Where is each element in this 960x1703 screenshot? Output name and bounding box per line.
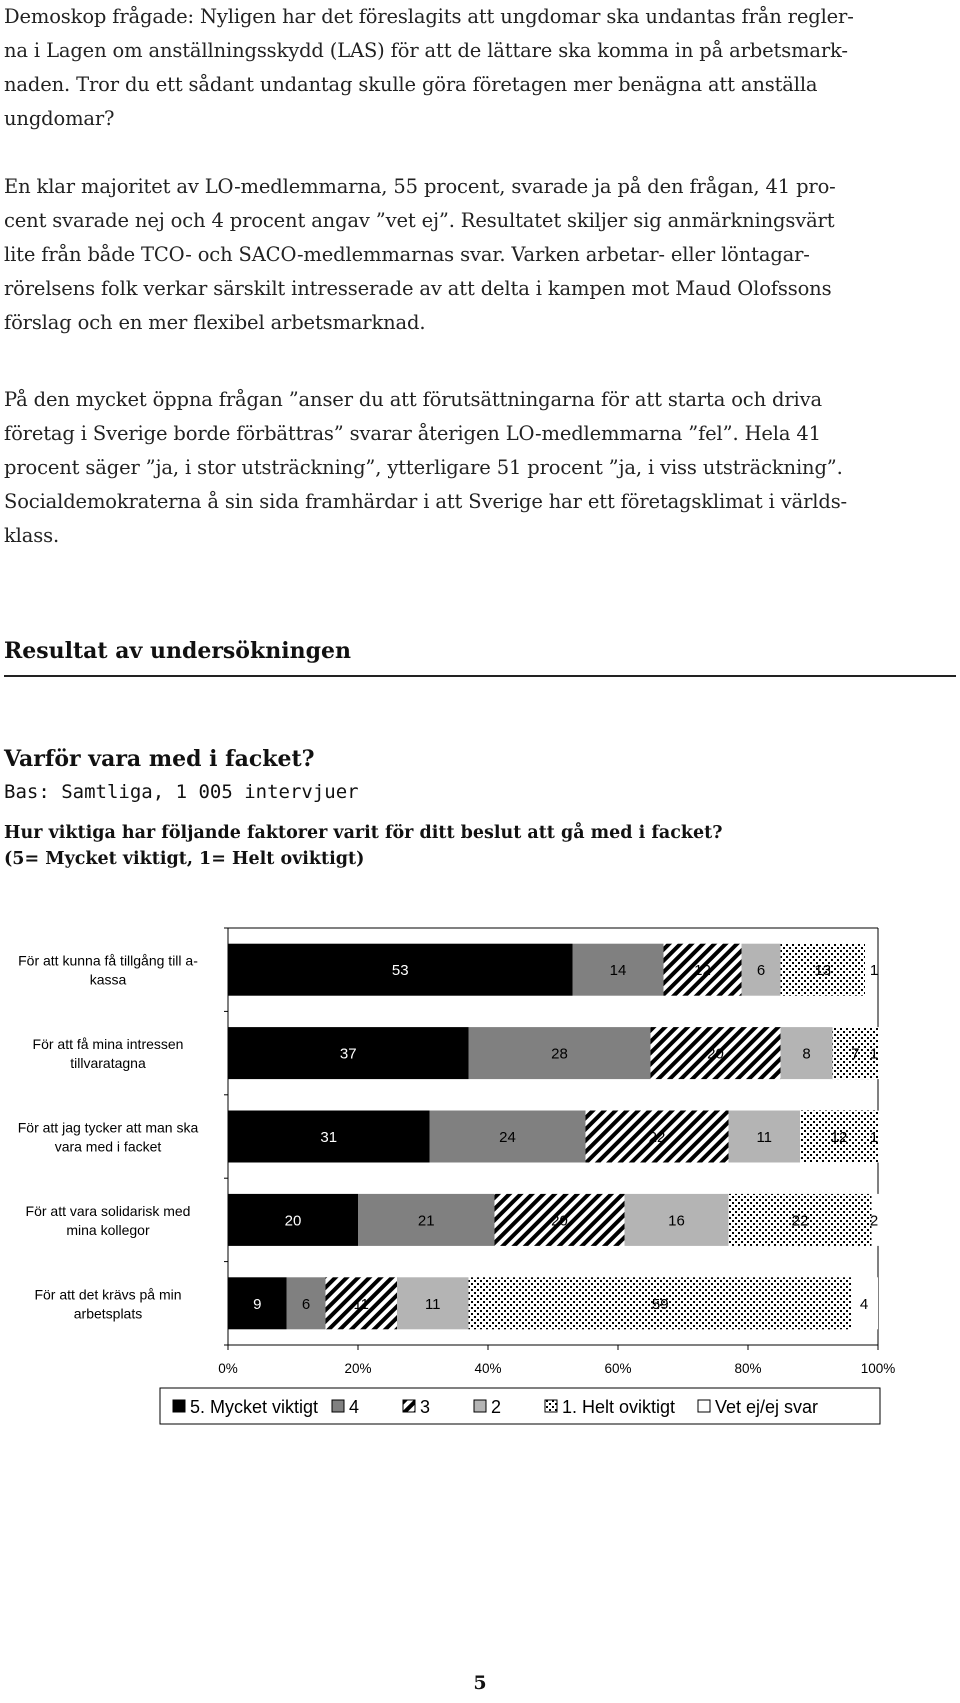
data-label: 22 <box>791 1212 809 1230</box>
data-label: 24 <box>499 1129 516 1146</box>
survey-question: Hur viktiga har följande faktorer varit för ditt beslut att gå med i facket? <box>4 823 723 843</box>
x-tick-label: 100% <box>860 1361 896 1376</box>
x-tick-label: 20% <box>344 1361 372 1376</box>
data-label: 20 <box>284 1212 302 1230</box>
results-paragraph <box>4 170 956 340</box>
legend-swatch <box>173 1400 185 1412</box>
category-label-line: För att det krävs på min <box>34 1286 182 1303</box>
data-label: 53 <box>391 962 409 980</box>
data-label: 2 <box>869 1212 879 1230</box>
bar-segment <box>878 1027 885 1079</box>
legend-label: 3 <box>420 1397 431 1417</box>
stacked-bar-chart <box>0 920 960 1460</box>
data-label: 11 <box>756 1129 773 1146</box>
survey-scale: (5= Mycket viktigt, 1= Helt oviktigt) <box>4 849 365 869</box>
category-label <box>26 1203 191 1238</box>
legend-label: 5. Mycket viktigt <box>190 1397 319 1417</box>
intro-paragraph <box>4 0 956 136</box>
legend-label: 4 <box>349 1397 360 1417</box>
legend-swatch <box>403 1400 415 1412</box>
data-label: 28 <box>551 1045 568 1063</box>
survey-title: Varför vara med i facket? <box>4 746 315 772</box>
legend-swatch <box>545 1400 557 1412</box>
data-label: 6 <box>301 1295 311 1313</box>
text-line: Socialdemokraterna å sin sida framhärdar i att Sverige har ett företagsklimat i världs- <box>4 490 847 513</box>
text-line: naden. Tror du ett sådant undantag skulle göra företagen mer benägna att anställa <box>4 73 818 96</box>
text-line: På den mycket öppna frågan ”anser du att förutsättningarna för att starta och driva <box>4 388 822 411</box>
legend-swatch <box>474 1400 486 1412</box>
data-label: 8 <box>802 1045 811 1063</box>
data-label: 20 <box>707 1045 724 1063</box>
data-label: 1 <box>869 1045 879 1063</box>
data-label: 11 <box>424 1295 441 1313</box>
category-label <box>33 1036 184 1071</box>
text-line: ungdomar? <box>4 107 115 130</box>
text-line: cent svarade nej och 4 procent angav ”vet ej”. Resultatet skiljer sig anmärkningsvärt <box>4 209 835 232</box>
category-label-line: arbetsplats <box>73 1305 143 1322</box>
data-label: 59 <box>651 1295 669 1313</box>
survey-base: Bas: Samtliga, 1 005 intervjuer <box>4 781 359 803</box>
data-label: 6 <box>756 962 766 980</box>
category-label-line: tillvaratagna <box>70 1055 146 1072</box>
text-line: klass. <box>4 524 59 547</box>
text-line: En klar majoritet av LO-medlemmarna, 55 procent, svarade ja på den frågan, 41 pro- <box>4 175 836 198</box>
page-number: 5 <box>473 1672 487 1694</box>
x-tick-label: 80% <box>734 1361 762 1376</box>
legend-swatch <box>698 1400 710 1412</box>
data-label: 12 <box>694 962 711 980</box>
text-line: företag i Sverige borde förbättras” svarar återigen LO-medlemmarna ”fel”. Hela 41 <box>4 422 821 445</box>
business-climate-paragraph <box>4 383 956 553</box>
text-line: procent säger ”ja, i stor utsträckning”, ytterligare 51 procent ”ja, i viss utsträckning”. <box>4 456 843 479</box>
data-label: 16 <box>668 1212 685 1230</box>
legend-label: 1. Helt oviktigt <box>562 1397 676 1417</box>
data-label: 14 <box>609 962 627 980</box>
data-label: 11 <box>353 1295 370 1313</box>
x-tick-label: 60% <box>604 1361 632 1376</box>
category-label <box>18 953 198 988</box>
category-label <box>18 1120 199 1155</box>
legend-label: 2 <box>491 1397 502 1417</box>
bar-segment <box>878 1111 885 1163</box>
legend-swatch <box>332 1400 344 1412</box>
data-label: 1 <box>869 1129 879 1146</box>
category-label-line: För att få mina intressen <box>32 1036 184 1053</box>
category-label-line: vara med i facket <box>54 1138 162 1155</box>
category-label-line: För att kunna få tillgång till a- <box>18 952 198 969</box>
data-label: 9 <box>253 1295 262 1313</box>
x-tick-label: 0% <box>218 1361 238 1376</box>
data-label: 22 <box>648 1129 666 1146</box>
category-label-line: För att jag tycker att man ska <box>17 1119 199 1136</box>
data-label: 1 <box>869 962 879 980</box>
category-label-line: kassa <box>89 971 127 988</box>
text-line: förslag och en mer flexibel arbetsmarknad. <box>4 311 426 334</box>
data-label: 13 <box>814 962 832 980</box>
section-title: Resultat av undersökningen <box>4 638 351 664</box>
text-line: lite från både TCO- och SACO-medlemmarnas svar. Varken arbetar- eller löntagar- <box>4 243 810 266</box>
data-label: 37 <box>339 1045 357 1063</box>
data-label: 31 <box>320 1129 338 1146</box>
data-label: 4 <box>859 1295 869 1313</box>
data-label: 20 <box>551 1212 568 1230</box>
category-label-line: För att vara solidarisk med <box>25 1202 191 1219</box>
data-label: 7 <box>851 1045 860 1063</box>
text-line: Demoskop frågade: Nyligen har det föreslagits att ungdomar ska undantas från regler- <box>4 5 854 28</box>
text-line: na i Lagen om anställningsskydd (LAS) för att de lättare ska komma in på arbetsmark- <box>4 39 848 62</box>
x-tick-label: 40% <box>474 1361 502 1376</box>
legend-label: Vet ej/ej svar <box>715 1397 819 1417</box>
data-label: 21 <box>417 1212 435 1230</box>
text-line: rörelsens folk verkar särskilt intresserade av att delta i kampen mot Maud Olofssons <box>4 277 832 300</box>
category-label-line: mina kollegor <box>66 1221 150 1238</box>
data-label: 12 <box>830 1129 848 1146</box>
section-divider <box>4 675 956 677</box>
category-label <box>34 1286 181 1321</box>
